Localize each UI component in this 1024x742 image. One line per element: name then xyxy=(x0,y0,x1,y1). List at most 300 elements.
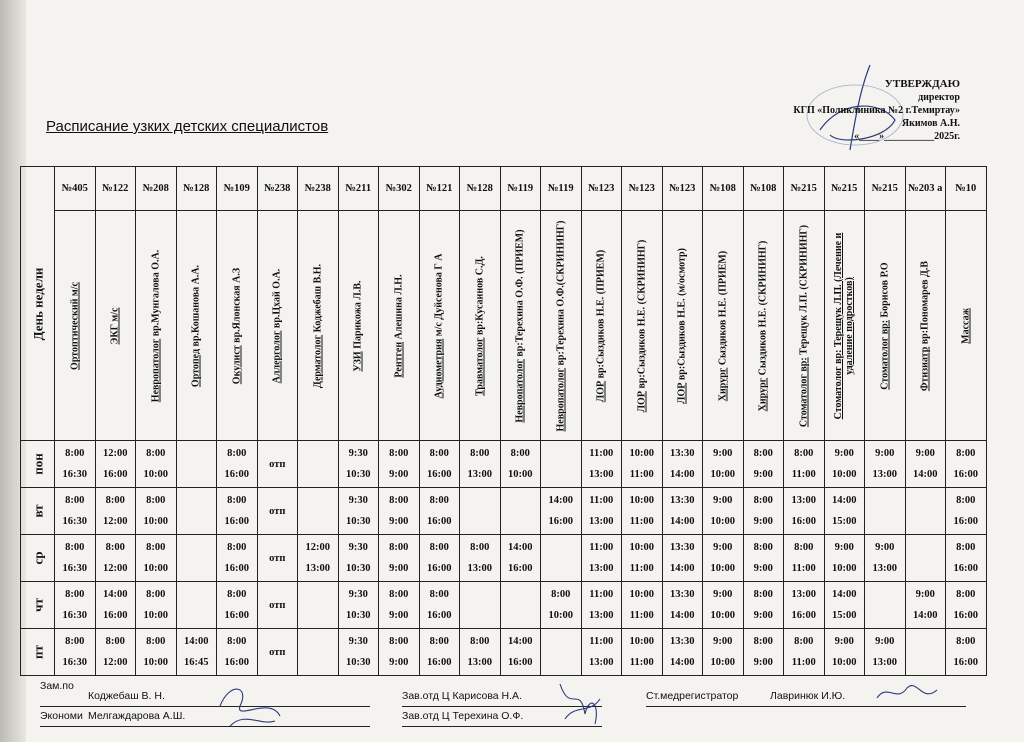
specialist-cell xyxy=(176,211,217,441)
specialist-cell xyxy=(784,211,825,441)
schedule-cell xyxy=(581,441,622,488)
schedule-cell xyxy=(95,535,136,582)
time-end: 10:00 xyxy=(143,610,168,621)
time-end: 12:00 xyxy=(103,657,128,668)
time-start: 8:00 xyxy=(753,636,773,647)
time-start: отп xyxy=(269,458,286,470)
schedule-cell xyxy=(824,488,865,535)
schedule-cell xyxy=(622,582,663,629)
schedule-cell xyxy=(55,582,96,629)
room-number: №121 xyxy=(419,167,460,211)
specialist-cell xyxy=(460,211,501,441)
time-end: 9:00 xyxy=(389,516,409,527)
specialist-type: Окулист xyxy=(231,344,243,384)
time-end: 14:00 xyxy=(670,610,695,621)
time-end: 9:00 xyxy=(389,469,409,480)
day-name: ср xyxy=(30,551,45,565)
time-start: 9:00 xyxy=(713,589,733,600)
time-end: 11:00 xyxy=(791,657,816,668)
schedule-cell xyxy=(217,582,258,629)
schedule-cell xyxy=(865,535,906,582)
time-end: 14:00 xyxy=(913,610,938,621)
schedule-cell xyxy=(905,488,946,535)
schedule-cell xyxy=(865,488,906,535)
schedule-cell xyxy=(541,441,582,488)
specialist-cell xyxy=(257,211,298,441)
time-end: 16:00 xyxy=(427,516,452,527)
time-start: 14:00 xyxy=(832,495,857,506)
specialist-label xyxy=(150,215,161,437)
time-end: 16:00 xyxy=(548,516,573,527)
day-name: пт xyxy=(30,645,45,659)
day-row xyxy=(21,441,987,488)
schedule-cell xyxy=(379,441,420,488)
time-end: 9:00 xyxy=(753,610,773,621)
schedule-cell xyxy=(419,535,460,582)
footer-zav2: Зав.отд Ц Терехина О.Ф. xyxy=(402,710,524,722)
time-end: 16:00 xyxy=(427,563,452,574)
day-name-cell xyxy=(21,582,55,629)
schedule-cell xyxy=(460,488,501,535)
schedule-cell xyxy=(136,441,177,488)
time-end: 9:00 xyxy=(389,563,409,574)
schedule-cell xyxy=(946,535,987,582)
time-start: 8:00 xyxy=(470,542,490,553)
room-number: №215 xyxy=(865,167,906,211)
specialist-label xyxy=(231,215,242,437)
day-row xyxy=(21,582,987,629)
time-start: 11:00 xyxy=(589,636,614,647)
time-end: 16:00 xyxy=(791,610,816,621)
time-start: 8:00 xyxy=(956,495,976,506)
schedule-cell xyxy=(946,582,987,629)
specialist-label xyxy=(596,215,607,437)
schedule-cell xyxy=(55,441,96,488)
specialist-label xyxy=(191,215,202,437)
time-start: 9:30 xyxy=(348,589,368,600)
room-number: №123 xyxy=(581,167,622,211)
time-start: 8:00 xyxy=(794,542,814,553)
time-start: 8:00 xyxy=(389,636,409,647)
time-end: 16:30 xyxy=(62,516,87,527)
specialist-cell xyxy=(419,211,460,441)
schedule-cell xyxy=(784,629,825,676)
time-end: 10:00 xyxy=(143,469,168,480)
time-end: 9:00 xyxy=(389,610,409,621)
schedule-cell xyxy=(905,582,946,629)
schedule-cell xyxy=(460,629,501,676)
time-start: 8:00 xyxy=(429,495,449,506)
schedule-cell xyxy=(136,629,177,676)
time-start: 8:00 xyxy=(470,448,490,459)
approval-block xyxy=(740,78,960,143)
schedule-cell xyxy=(541,488,582,535)
schedule-cell xyxy=(541,582,582,629)
time-start: 14:00 xyxy=(508,542,533,553)
time-end: 14:00 xyxy=(670,469,695,480)
time-end: 15:00 xyxy=(832,516,857,527)
time-start: 8:00 xyxy=(65,542,85,553)
time-end: 16:30 xyxy=(62,657,87,668)
room-number: №122 xyxy=(95,167,136,211)
time-start: 8:00 xyxy=(105,636,125,647)
schedule-cell xyxy=(784,488,825,535)
time-end: 11:00 xyxy=(791,469,816,480)
time-start: 8:00 xyxy=(429,589,449,600)
schedule-cell xyxy=(338,629,379,676)
footer-signatures xyxy=(40,676,970,734)
signature-2 xyxy=(550,674,610,730)
room-number: №109 xyxy=(217,167,258,211)
specialist-cell xyxy=(703,211,744,441)
specialist-type: Ортопед xyxy=(190,348,202,387)
specialist-type: Рентген xyxy=(393,341,405,378)
room-number: №108 xyxy=(743,167,784,211)
schedule-cell xyxy=(460,582,501,629)
specialist-type: Невропатолог xyxy=(150,338,162,402)
specialist-label xyxy=(717,215,728,437)
specialist-cell xyxy=(338,211,379,441)
page-title: Расписание узких детских специалистов xyxy=(46,118,329,135)
specialist-type: Невропатолог xyxy=(555,367,567,431)
schedule-cell xyxy=(784,535,825,582)
schedule-cell xyxy=(662,629,703,676)
specialist-name: вр:Терехина О.Ф. (ПРИЕМ) xyxy=(514,228,526,357)
schedule-cell xyxy=(217,441,258,488)
schedule-cell xyxy=(379,535,420,582)
schedule-cell xyxy=(946,629,987,676)
specialist-cell xyxy=(500,211,541,441)
time-end: 12:00 xyxy=(103,563,128,574)
schedule-cell xyxy=(743,629,784,676)
time-start: 9:00 xyxy=(834,636,854,647)
time-start: 13:00 xyxy=(791,495,816,506)
time-start: 8:00 xyxy=(146,542,166,553)
time-start: отп xyxy=(269,552,286,564)
schedule-table xyxy=(20,166,987,676)
specialist-label xyxy=(515,215,526,437)
room-number: №238 xyxy=(257,167,298,211)
time-end: 13:00 xyxy=(589,516,614,527)
schedule-cell xyxy=(824,441,865,488)
schedule-cell xyxy=(500,629,541,676)
schedule-cell xyxy=(176,629,217,676)
room-number: №215 xyxy=(824,167,865,211)
time-end: 13:00 xyxy=(467,469,492,480)
time-end: 13:00 xyxy=(872,469,897,480)
footer-reg-name: Лавринюк И.Ю. xyxy=(770,690,846,702)
schedule-cell xyxy=(338,535,379,582)
specialist-cell xyxy=(217,211,258,441)
time-end: 16:45 xyxy=(184,657,209,668)
signature-1 xyxy=(210,676,290,732)
footer-econ-name: Мелгаждарова А.Ш. xyxy=(88,710,186,722)
signature-3 xyxy=(872,678,942,708)
time-start: 12:00 xyxy=(103,448,128,459)
schedule-cell xyxy=(581,488,622,535)
schedule-cell xyxy=(257,535,298,582)
time-start: 8:00 xyxy=(65,636,85,647)
schedule-cell xyxy=(905,629,946,676)
time-end: 16:00 xyxy=(953,516,978,527)
time-end: 9:00 xyxy=(753,469,773,480)
schedule-cell xyxy=(703,441,744,488)
schedule-cell xyxy=(217,488,258,535)
day-row xyxy=(21,629,987,676)
time-end: 14:00 xyxy=(670,657,695,668)
specialist-cell xyxy=(865,211,906,441)
schedule-cell xyxy=(662,441,703,488)
schedule-cell xyxy=(743,535,784,582)
time-end: 16:00 xyxy=(427,610,452,621)
specialist-label xyxy=(69,215,80,437)
time-end: 15:00 xyxy=(832,610,857,621)
time-end: 11:00 xyxy=(629,610,654,621)
time-end: 14:00 xyxy=(670,516,695,527)
specialist-name: вр:Сыздиков Н.Е. (ПРИЕМ) xyxy=(595,249,607,378)
specialist-name: Борисов Р.О xyxy=(879,261,891,317)
time-start: 9:30 xyxy=(348,495,368,506)
footer-line xyxy=(40,706,370,707)
specialist-name: вр.Кошанова А.А. xyxy=(190,264,202,346)
day-row xyxy=(21,488,987,535)
specialist-name: вр.Ялонская А.З xyxy=(231,267,243,343)
time-start: 9:00 xyxy=(915,589,935,600)
specialist-label xyxy=(110,215,121,437)
specialist-name: вр:Терехина О.Ф.(СКРИНИНГ) xyxy=(555,220,567,365)
time-start: 9:00 xyxy=(713,636,733,647)
specialist-type: ЭКГ м/с xyxy=(109,307,121,344)
specialist-cell xyxy=(743,211,784,441)
time-end: 11:00 xyxy=(629,516,654,527)
time-start: отп xyxy=(269,646,286,658)
time-start: 11:00 xyxy=(589,448,614,459)
schedule-cell xyxy=(622,488,663,535)
footer-reg-label: Ст.медрегистратор xyxy=(646,690,739,702)
time-end: 13:00 xyxy=(589,469,614,480)
schedule-cell xyxy=(257,582,298,629)
time-end: 9:00 xyxy=(389,657,409,668)
time-start: 13:30 xyxy=(670,589,695,600)
time-start: 8:00 xyxy=(227,589,247,600)
specialist-type: Фтизиатр xyxy=(919,346,931,391)
room-number: №238 xyxy=(298,167,339,211)
time-end: 10:00 xyxy=(508,469,533,480)
specialist-cell xyxy=(946,211,987,441)
specialist-type: ЛОР xyxy=(595,380,607,402)
room-number: №203 а xyxy=(905,167,946,211)
time-start: 8:00 xyxy=(510,448,530,459)
time-start: 10:00 xyxy=(629,589,654,600)
time-start: 8:00 xyxy=(227,542,247,553)
time-end: 9:00 xyxy=(753,563,773,574)
specialist-label xyxy=(393,215,404,437)
footer-zam-name: Коджебаш В. Н. xyxy=(88,690,165,702)
specialist-name: вр.Цхай О.А. xyxy=(271,268,283,328)
time-start: 8:00 xyxy=(753,542,773,553)
time-start: 11:00 xyxy=(589,495,614,506)
approval-position: директор xyxy=(918,92,960,103)
room-number: №123 xyxy=(622,167,663,211)
schedule-cell xyxy=(784,441,825,488)
schedule-cell xyxy=(703,629,744,676)
specialist-label xyxy=(312,215,323,437)
time-start: 11:00 xyxy=(589,542,614,553)
schedule-cell xyxy=(622,629,663,676)
schedule-cell xyxy=(257,441,298,488)
specialist-type: Стоматолог вр: xyxy=(879,319,891,390)
specialist-type: Хирург xyxy=(757,377,769,411)
specialist-cell xyxy=(541,211,582,441)
time-start: 14:00 xyxy=(103,589,128,600)
specialist-type: ЛОР xyxy=(636,390,648,412)
time-start: 10:00 xyxy=(629,636,654,647)
footer-zav1: Зав.отд Ц Карисова Н.А. xyxy=(402,690,522,702)
time-end: 10:30 xyxy=(346,516,371,527)
time-start: 9:00 xyxy=(713,495,733,506)
time-end: 16:00 xyxy=(508,563,533,574)
specialist-cell xyxy=(55,211,96,441)
schedule-cell xyxy=(500,582,541,629)
time-start: 13:00 xyxy=(791,589,816,600)
time-end: 16:30 xyxy=(62,610,87,621)
specialist-type: Стоматолог вр: Терещук Л.П. (Лечение и удаление подростков) xyxy=(833,232,856,419)
schedule-cell xyxy=(298,488,339,535)
time-end: 12:00 xyxy=(103,516,128,527)
specialist-type: Аллерголог xyxy=(271,330,283,383)
time-start: 8:00 xyxy=(794,636,814,647)
schedule-cell xyxy=(743,488,784,535)
time-end: 13:00 xyxy=(467,657,492,668)
time-end: 16:00 xyxy=(953,469,978,480)
specialist-name: Сыздиков Н.Е. (СКРИНИНГ) xyxy=(757,240,769,375)
time-end: 13:00 xyxy=(872,563,897,574)
time-end: 10:00 xyxy=(548,610,573,621)
specialist-name: вр:Пономарев Д.В xyxy=(919,260,931,344)
schedule-cell xyxy=(865,629,906,676)
room-number: №215 xyxy=(784,167,825,211)
time-start: 8:00 xyxy=(956,589,976,600)
time-end: 10:30 xyxy=(346,469,371,480)
time-start: 13:30 xyxy=(670,495,695,506)
specialist-name: м/с Дуйсенова Г А xyxy=(433,253,445,336)
time-end: 10:00 xyxy=(832,469,857,480)
time-start: 8:00 xyxy=(470,636,490,647)
day-name: вт xyxy=(30,504,45,518)
time-start: 9:00 xyxy=(834,448,854,459)
specialist-cell xyxy=(905,211,946,441)
day-name-cell xyxy=(21,441,55,488)
schedule-cell xyxy=(257,629,298,676)
schedule-cell xyxy=(379,629,420,676)
schedule-cell xyxy=(176,441,217,488)
time-end: 16:00 xyxy=(224,469,249,480)
room-number: №128 xyxy=(176,167,217,211)
schedule-cell xyxy=(379,582,420,629)
specialist-type: Невропатолог xyxy=(514,358,526,423)
time-start: 8:00 xyxy=(429,542,449,553)
specialist-name: вр.Мунгалова О.А. xyxy=(150,249,162,336)
day-name: пон xyxy=(30,453,45,475)
time-start: 8:00 xyxy=(753,448,773,459)
specialist-cell xyxy=(136,211,177,441)
specialist-label xyxy=(879,215,890,437)
schedule-cell xyxy=(784,582,825,629)
approval-date: «____»__________2025г. xyxy=(854,131,960,142)
time-start: 8:00 xyxy=(429,636,449,647)
specialist-name: Парикожа Л.В. xyxy=(352,279,364,349)
schedule-cell xyxy=(338,488,379,535)
approval-name: Якимов А.Н. xyxy=(901,118,960,129)
time-start: 13:30 xyxy=(670,448,695,459)
time-end: 11:00 xyxy=(629,469,654,480)
time-start: 9:00 xyxy=(915,448,935,459)
room-number: №211 xyxy=(338,167,379,211)
time-start: 8:00 xyxy=(389,542,409,553)
schedule-cell xyxy=(824,582,865,629)
time-start: 14:00 xyxy=(184,636,209,647)
specialist-cell xyxy=(622,211,663,441)
time-end: 16:00 xyxy=(103,469,128,480)
schedule-cell xyxy=(622,441,663,488)
room-number: №10 xyxy=(946,167,987,211)
time-end: 16:30 xyxy=(62,469,87,480)
schedule-cell xyxy=(217,535,258,582)
time-end: 9:00 xyxy=(753,516,773,527)
schedule-cell xyxy=(95,582,136,629)
specialist-cell xyxy=(824,211,865,441)
schedule-cell xyxy=(298,582,339,629)
specialist-type: Массаж xyxy=(960,307,972,344)
schedule-cell xyxy=(703,582,744,629)
time-end: 13:00 xyxy=(305,563,330,574)
time-start: 8:00 xyxy=(146,636,166,647)
time-end: 10:00 xyxy=(710,610,735,621)
day-name-cell xyxy=(21,488,55,535)
time-end: 13:00 xyxy=(872,657,897,668)
schedule-cell xyxy=(905,441,946,488)
time-start: 8:00 xyxy=(956,636,976,647)
specialist-type: Дерматолог xyxy=(312,334,324,388)
time-start: 9:00 xyxy=(875,636,895,647)
specialist-name: Алешина Л.Н. xyxy=(393,273,405,339)
schedule-cell xyxy=(257,488,298,535)
schedule-cell xyxy=(95,629,136,676)
footer-zam-label: Зам.по xyxy=(40,680,74,692)
schedule-cell xyxy=(865,582,906,629)
time-start: отп xyxy=(269,599,286,611)
time-start: 9:00 xyxy=(713,542,733,553)
schedule-cell xyxy=(379,488,420,535)
time-end: 10:00 xyxy=(143,657,168,668)
time-start: 8:00 xyxy=(105,542,125,553)
specialist-label xyxy=(434,215,445,437)
schedule-cell xyxy=(298,535,339,582)
time-start: 8:00 xyxy=(956,448,976,459)
schedule-cell xyxy=(95,488,136,535)
time-start: 9:00 xyxy=(875,448,895,459)
time-end: 13:00 xyxy=(589,610,614,621)
schedule-cell xyxy=(419,629,460,676)
specialist-row xyxy=(21,211,987,441)
time-end: 10:00 xyxy=(710,563,735,574)
time-start: 8:00 xyxy=(753,495,773,506)
time-end: 16:00 xyxy=(508,657,533,668)
time-end: 13:00 xyxy=(467,563,492,574)
time-end: 16:30 xyxy=(62,563,87,574)
schedule-cell xyxy=(622,535,663,582)
specialist-name: Сыздиков Н.Е. (ПРИЕМ) xyxy=(717,250,729,365)
